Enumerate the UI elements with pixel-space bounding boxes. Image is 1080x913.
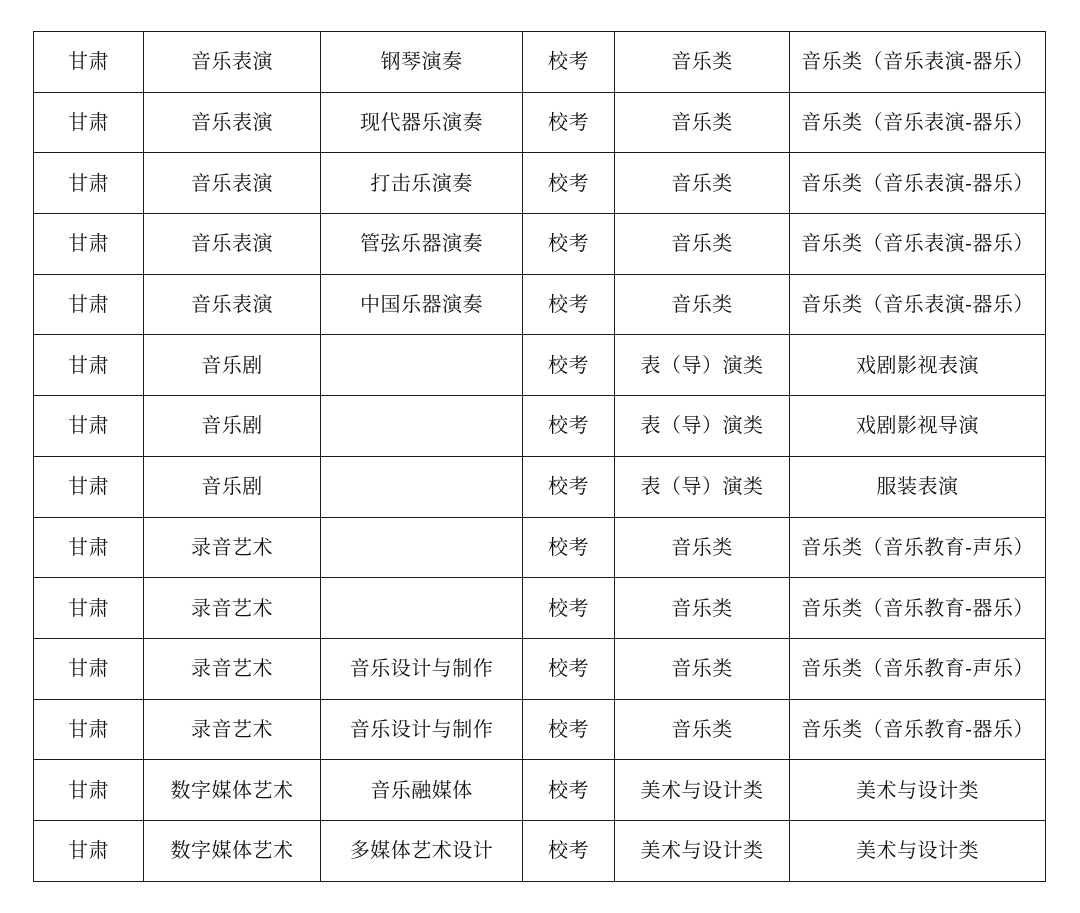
exam-type-cell: 校考: [523, 820, 615, 881]
exam-type-cell: 校考: [523, 396, 615, 457]
category-cell: 音乐类: [615, 32, 790, 93]
major-cell: 音乐剧: [144, 456, 321, 517]
major-cell: 音乐表演: [144, 32, 321, 93]
table-row: [34, 153, 1046, 214]
direction-cell: 打击乐演奏: [321, 153, 523, 214]
exam-type-cell: 校考: [523, 517, 615, 578]
subject-cell: 音乐类（音乐表演-器乐）: [790, 92, 1046, 153]
category-cell: 音乐类: [615, 153, 790, 214]
exam-type-cell: 校考: [523, 638, 615, 699]
province-cell: 甘肃: [34, 578, 144, 639]
table-row: [34, 396, 1046, 457]
province-cell: 甘肃: [34, 214, 144, 275]
province-cell: 甘肃: [34, 456, 144, 517]
province-cell: 甘肃: [34, 820, 144, 881]
major-cell: 音乐表演: [144, 214, 321, 275]
direction-cell: [321, 396, 523, 457]
major-cell: 录音艺术: [144, 638, 321, 699]
province-cell: 甘肃: [34, 153, 144, 214]
major-cell: 数字媒体艺术: [144, 760, 321, 821]
table-row: [34, 335, 1046, 396]
major-cell: 音乐表演: [144, 274, 321, 335]
direction-cell: 音乐融媒体: [321, 760, 523, 821]
direction-cell: 管弦乐器演奏: [321, 214, 523, 275]
exam-type-cell: 校考: [523, 456, 615, 517]
major-cell: 数字媒体艺术: [144, 820, 321, 881]
major-cell: 音乐剧: [144, 396, 321, 457]
exam-type-cell: 校考: [523, 274, 615, 335]
exam-type-cell: 校考: [523, 214, 615, 275]
major-cell: 音乐剧: [144, 335, 321, 396]
major-cell: 录音艺术: [144, 578, 321, 639]
subject-cell: 戏剧影视表演: [790, 335, 1046, 396]
category-cell: 表（导）演类: [615, 335, 790, 396]
direction-cell: 钢琴演奏: [321, 32, 523, 93]
subject-cell: 戏剧影视导演: [790, 396, 1046, 457]
table-row: [34, 517, 1046, 578]
category-cell: 音乐类: [615, 214, 790, 275]
exam-type-cell: 校考: [523, 32, 615, 93]
table-row: [34, 699, 1046, 760]
exam-type-cell: 校考: [523, 92, 615, 153]
table-row: [34, 274, 1046, 335]
admissions-table-container: [33, 31, 1046, 882]
table-row: [34, 456, 1046, 517]
major-cell: 录音艺术: [144, 517, 321, 578]
table-row: [34, 214, 1046, 275]
subject-cell: 音乐类（音乐教育-声乐）: [790, 517, 1046, 578]
province-cell: 甘肃: [34, 760, 144, 821]
province-cell: 甘肃: [34, 92, 144, 153]
exam-type-cell: 校考: [523, 578, 615, 639]
subject-cell: 音乐类（音乐教育-器乐）: [790, 578, 1046, 639]
category-cell: 音乐类: [615, 274, 790, 335]
category-cell: 音乐类: [615, 699, 790, 760]
subject-cell: 音乐类（音乐表演-器乐）: [790, 32, 1046, 93]
subject-cell: 音乐类（音乐表演-器乐）: [790, 214, 1046, 275]
direction-cell: [321, 578, 523, 639]
direction-cell: 音乐设计与制作: [321, 699, 523, 760]
exam-type-cell: 校考: [523, 335, 615, 396]
province-cell: 甘肃: [34, 335, 144, 396]
province-cell: 甘肃: [34, 699, 144, 760]
province-cell: 甘肃: [34, 638, 144, 699]
province-cell: 甘肃: [34, 517, 144, 578]
province-cell: 甘肃: [34, 32, 144, 93]
category-cell: 美术与设计类: [615, 760, 790, 821]
category-cell: 美术与设计类: [615, 820, 790, 881]
exam-type-cell: 校考: [523, 699, 615, 760]
subject-cell: 音乐类（音乐表演-器乐）: [790, 153, 1046, 214]
table-row: [34, 578, 1046, 639]
exam-type-cell: 校考: [523, 153, 615, 214]
direction-cell: 音乐设计与制作: [321, 638, 523, 699]
category-cell: 表（导）演类: [615, 456, 790, 517]
exam-type-cell: 校考: [523, 760, 615, 821]
category-cell: 音乐类: [615, 92, 790, 153]
direction-cell: [321, 456, 523, 517]
category-cell: 表（导）演类: [615, 396, 790, 457]
table-row: [34, 92, 1046, 153]
direction-cell: 中国乐器演奏: [321, 274, 523, 335]
table-row: [34, 760, 1046, 821]
direction-cell: [321, 517, 523, 578]
major-cell: 音乐表演: [144, 92, 321, 153]
direction-cell: [321, 335, 523, 396]
province-cell: 甘肃: [34, 274, 144, 335]
category-cell: 音乐类: [615, 517, 790, 578]
table-row: [34, 820, 1046, 881]
category-cell: 音乐类: [615, 638, 790, 699]
table-row: [34, 32, 1046, 93]
admissions-table: [33, 31, 1046, 882]
subject-cell: 音乐类（音乐教育-声乐）: [790, 638, 1046, 699]
direction-cell: 现代器乐演奏: [321, 92, 523, 153]
province-cell: 甘肃: [34, 396, 144, 457]
category-cell: 音乐类: [615, 578, 790, 639]
subject-cell: 音乐类（音乐教育-器乐）: [790, 699, 1046, 760]
major-cell: 录音艺术: [144, 699, 321, 760]
subject-cell: 服装表演: [790, 456, 1046, 517]
subject-cell: 美术与设计类: [790, 820, 1046, 881]
subject-cell: 美术与设计类: [790, 760, 1046, 821]
direction-cell: 多媒体艺术设计: [321, 820, 523, 881]
major-cell: 音乐表演: [144, 153, 321, 214]
subject-cell: 音乐类（音乐表演-器乐）: [790, 274, 1046, 335]
table-row: [34, 638, 1046, 699]
